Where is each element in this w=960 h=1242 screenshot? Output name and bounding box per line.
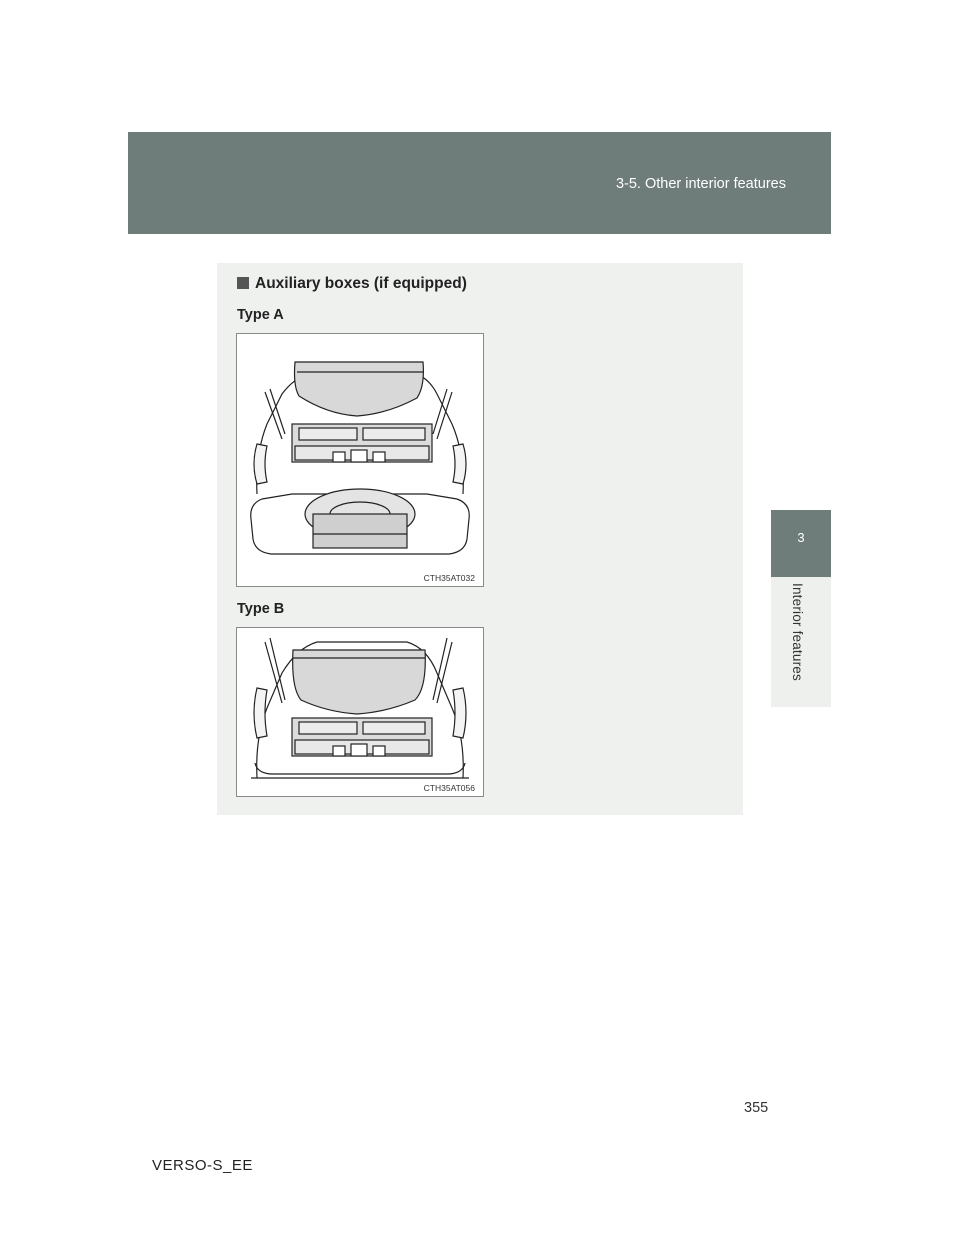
chapter-label-area [771, 577, 831, 707]
type-a-illustration [237, 334, 483, 586]
figure-code-a: CTH35AT032 [423, 573, 475, 583]
section-heading [237, 275, 467, 293]
content-box [217, 263, 743, 815]
section-header: 3-5. Other interior features [615, 176, 786, 192]
chapter-label: Interior features [790, 583, 805, 681]
type-b-label: Type B [237, 601, 285, 617]
heading-text: Auxiliary boxes (if equipped) [255, 275, 467, 292]
type-b-illustration [237, 628, 483, 796]
page-number: 355 [744, 1100, 769, 1116]
header-band [128, 132, 831, 234]
bullet-square-icon [237, 277, 249, 289]
type-a-label: Type A [237, 307, 284, 323]
figure-code-b: CTH35AT056 [423, 783, 475, 793]
figure-type-b [236, 627, 484, 797]
chapter-tab[interactable] [771, 510, 831, 577]
chapter-number: 3 [797, 530, 805, 545]
figure-type-a [236, 333, 484, 587]
footer-code: VERSO-S_EE [152, 1157, 253, 1174]
